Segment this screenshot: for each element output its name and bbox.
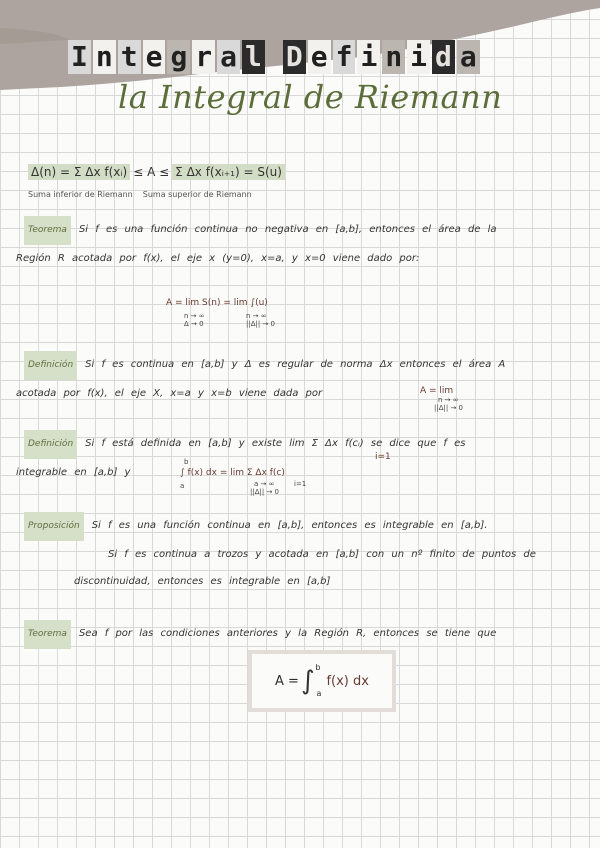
proposition-tag: Proposición bbox=[24, 512, 84, 541]
title-letter: d bbox=[432, 40, 455, 74]
title-word-definida bbox=[283, 40, 480, 74]
proposition-line-1: Si f es una función continua en [a,b], entonces es integrable en [a,b]. bbox=[91, 520, 488, 531]
upper-sum-formula: Σ Δx f(xᵢ₊₁) = S(u) bbox=[172, 164, 285, 180]
limit-sub: Δ → 0 bbox=[184, 320, 204, 328]
title-letter: n bbox=[382, 40, 405, 74]
sum-index: i=1 bbox=[294, 480, 307, 488]
title-letter: I bbox=[68, 40, 91, 74]
definition-tag: Definición bbox=[24, 430, 77, 459]
definite-integral-formula bbox=[180, 458, 307, 496]
definition-1-line-1: Si f es continua en [a,b] y Δ es regular de norma Δx entonces el área A bbox=[85, 359, 506, 370]
title-letter: n bbox=[93, 40, 116, 74]
proposition bbox=[16, 512, 586, 595]
definition-tag: Definición bbox=[24, 351, 77, 380]
theorem-tag: Teorema bbox=[24, 620, 71, 649]
title-letter: i bbox=[357, 40, 380, 74]
lower-sum-label: Suma inferior de Riemann bbox=[28, 190, 133, 199]
title-letter: r bbox=[192, 40, 215, 74]
title-letter: l bbox=[242, 40, 265, 74]
sum-index: i=1 bbox=[375, 452, 391, 462]
definition-1-line-2: acotada por f(x), el eje X, x=a y x=b viene dada por bbox=[16, 388, 323, 399]
area-limit-main: A = lim bbox=[420, 386, 454, 396]
title-letter: a bbox=[457, 40, 480, 74]
definition-1 bbox=[16, 351, 586, 407]
title-letter: t bbox=[118, 40, 141, 74]
theorem-2-line-1: Sea f por las condiciones anteriores y la Región R, entonces se tiene que bbox=[78, 628, 497, 639]
limit-sub: ||Δ|| → 0 bbox=[246, 320, 275, 328]
title-letter: f bbox=[333, 40, 356, 74]
theorem-2 bbox=[16, 620, 586, 649]
definition-2-line-2: integrable en [a,b] y bbox=[16, 467, 131, 478]
limit-sub: ||Δ|| → 0 bbox=[434, 404, 463, 412]
integral-sign: ∫ bbox=[300, 666, 315, 696]
page-title bbox=[68, 38, 496, 76]
lower-sum-formula: Δ(n) = Σ Δx f(xᵢ) bbox=[28, 164, 130, 180]
limit-sub: a → ∞ bbox=[254, 480, 275, 488]
result-lhs: A = bbox=[275, 673, 299, 689]
limit-sub: n → ∞ bbox=[438, 396, 459, 404]
proposition-line-2: Si f es continua a trozos y acotada en [a,b] con un nº finito de puntos de bbox=[108, 549, 536, 560]
inequality-sign: ≤ A ≤ bbox=[133, 165, 170, 179]
theorem-1-line-1: Si f es una función continua no negativa en [a,b], entonces el área de la bbox=[78, 224, 497, 235]
definition-2 bbox=[16, 430, 586, 486]
limit-sub: n → ∞ bbox=[184, 312, 205, 320]
limit-sub: n → ∞ bbox=[246, 312, 267, 320]
theorem-1-line-2: Región R acotada por f(x), el eje x (y=0), x=a, y x=0 viene dado por: bbox=[16, 253, 420, 264]
integral-upper-limit: b bbox=[315, 662, 321, 672]
theorem-tag: Teorema bbox=[24, 216, 71, 245]
definition-2-line-1: Si f está definida en [a,b] y existe lim Σ Δx f(cᵢ) se dice que f es bbox=[85, 438, 466, 449]
proposition-line-3: discontinuidad, entonces es integrable en [a,b] bbox=[74, 576, 331, 587]
area-limit-formula bbox=[166, 298, 275, 328]
integral-upper-limit: b bbox=[184, 458, 189, 466]
riemann-sums-formula bbox=[28, 162, 285, 182]
result-formula-box bbox=[248, 650, 396, 712]
title-letter: e bbox=[143, 40, 166, 74]
definite-integral-main: ∫ f(x) dx = lim Σ Δx f(c) bbox=[180, 468, 285, 478]
page-subtitle: la Integral de Riemann bbox=[118, 78, 503, 116]
title-letter: g bbox=[167, 40, 190, 74]
title-word-integral bbox=[68, 40, 265, 74]
integral-lower-limit: a bbox=[180, 482, 185, 490]
sum-labels bbox=[28, 190, 252, 199]
title-letter: i bbox=[407, 40, 430, 74]
result-rhs: f(x) dx bbox=[326, 673, 369, 689]
title-letter: D bbox=[283, 40, 306, 74]
title-letter: e bbox=[308, 40, 331, 74]
integral-lower-limit: a bbox=[316, 688, 322, 698]
limit-sub: ||Δ|| → 0 bbox=[250, 488, 279, 496]
title-letter: a bbox=[217, 40, 240, 74]
theorem-1 bbox=[16, 216, 586, 272]
upper-sum-label: Suma superior de Riemann bbox=[142, 190, 252, 199]
area-limit-formula-2 bbox=[420, 386, 463, 412]
area-limit-main: A = lim S(n) = lim ∫(u) bbox=[166, 298, 268, 308]
